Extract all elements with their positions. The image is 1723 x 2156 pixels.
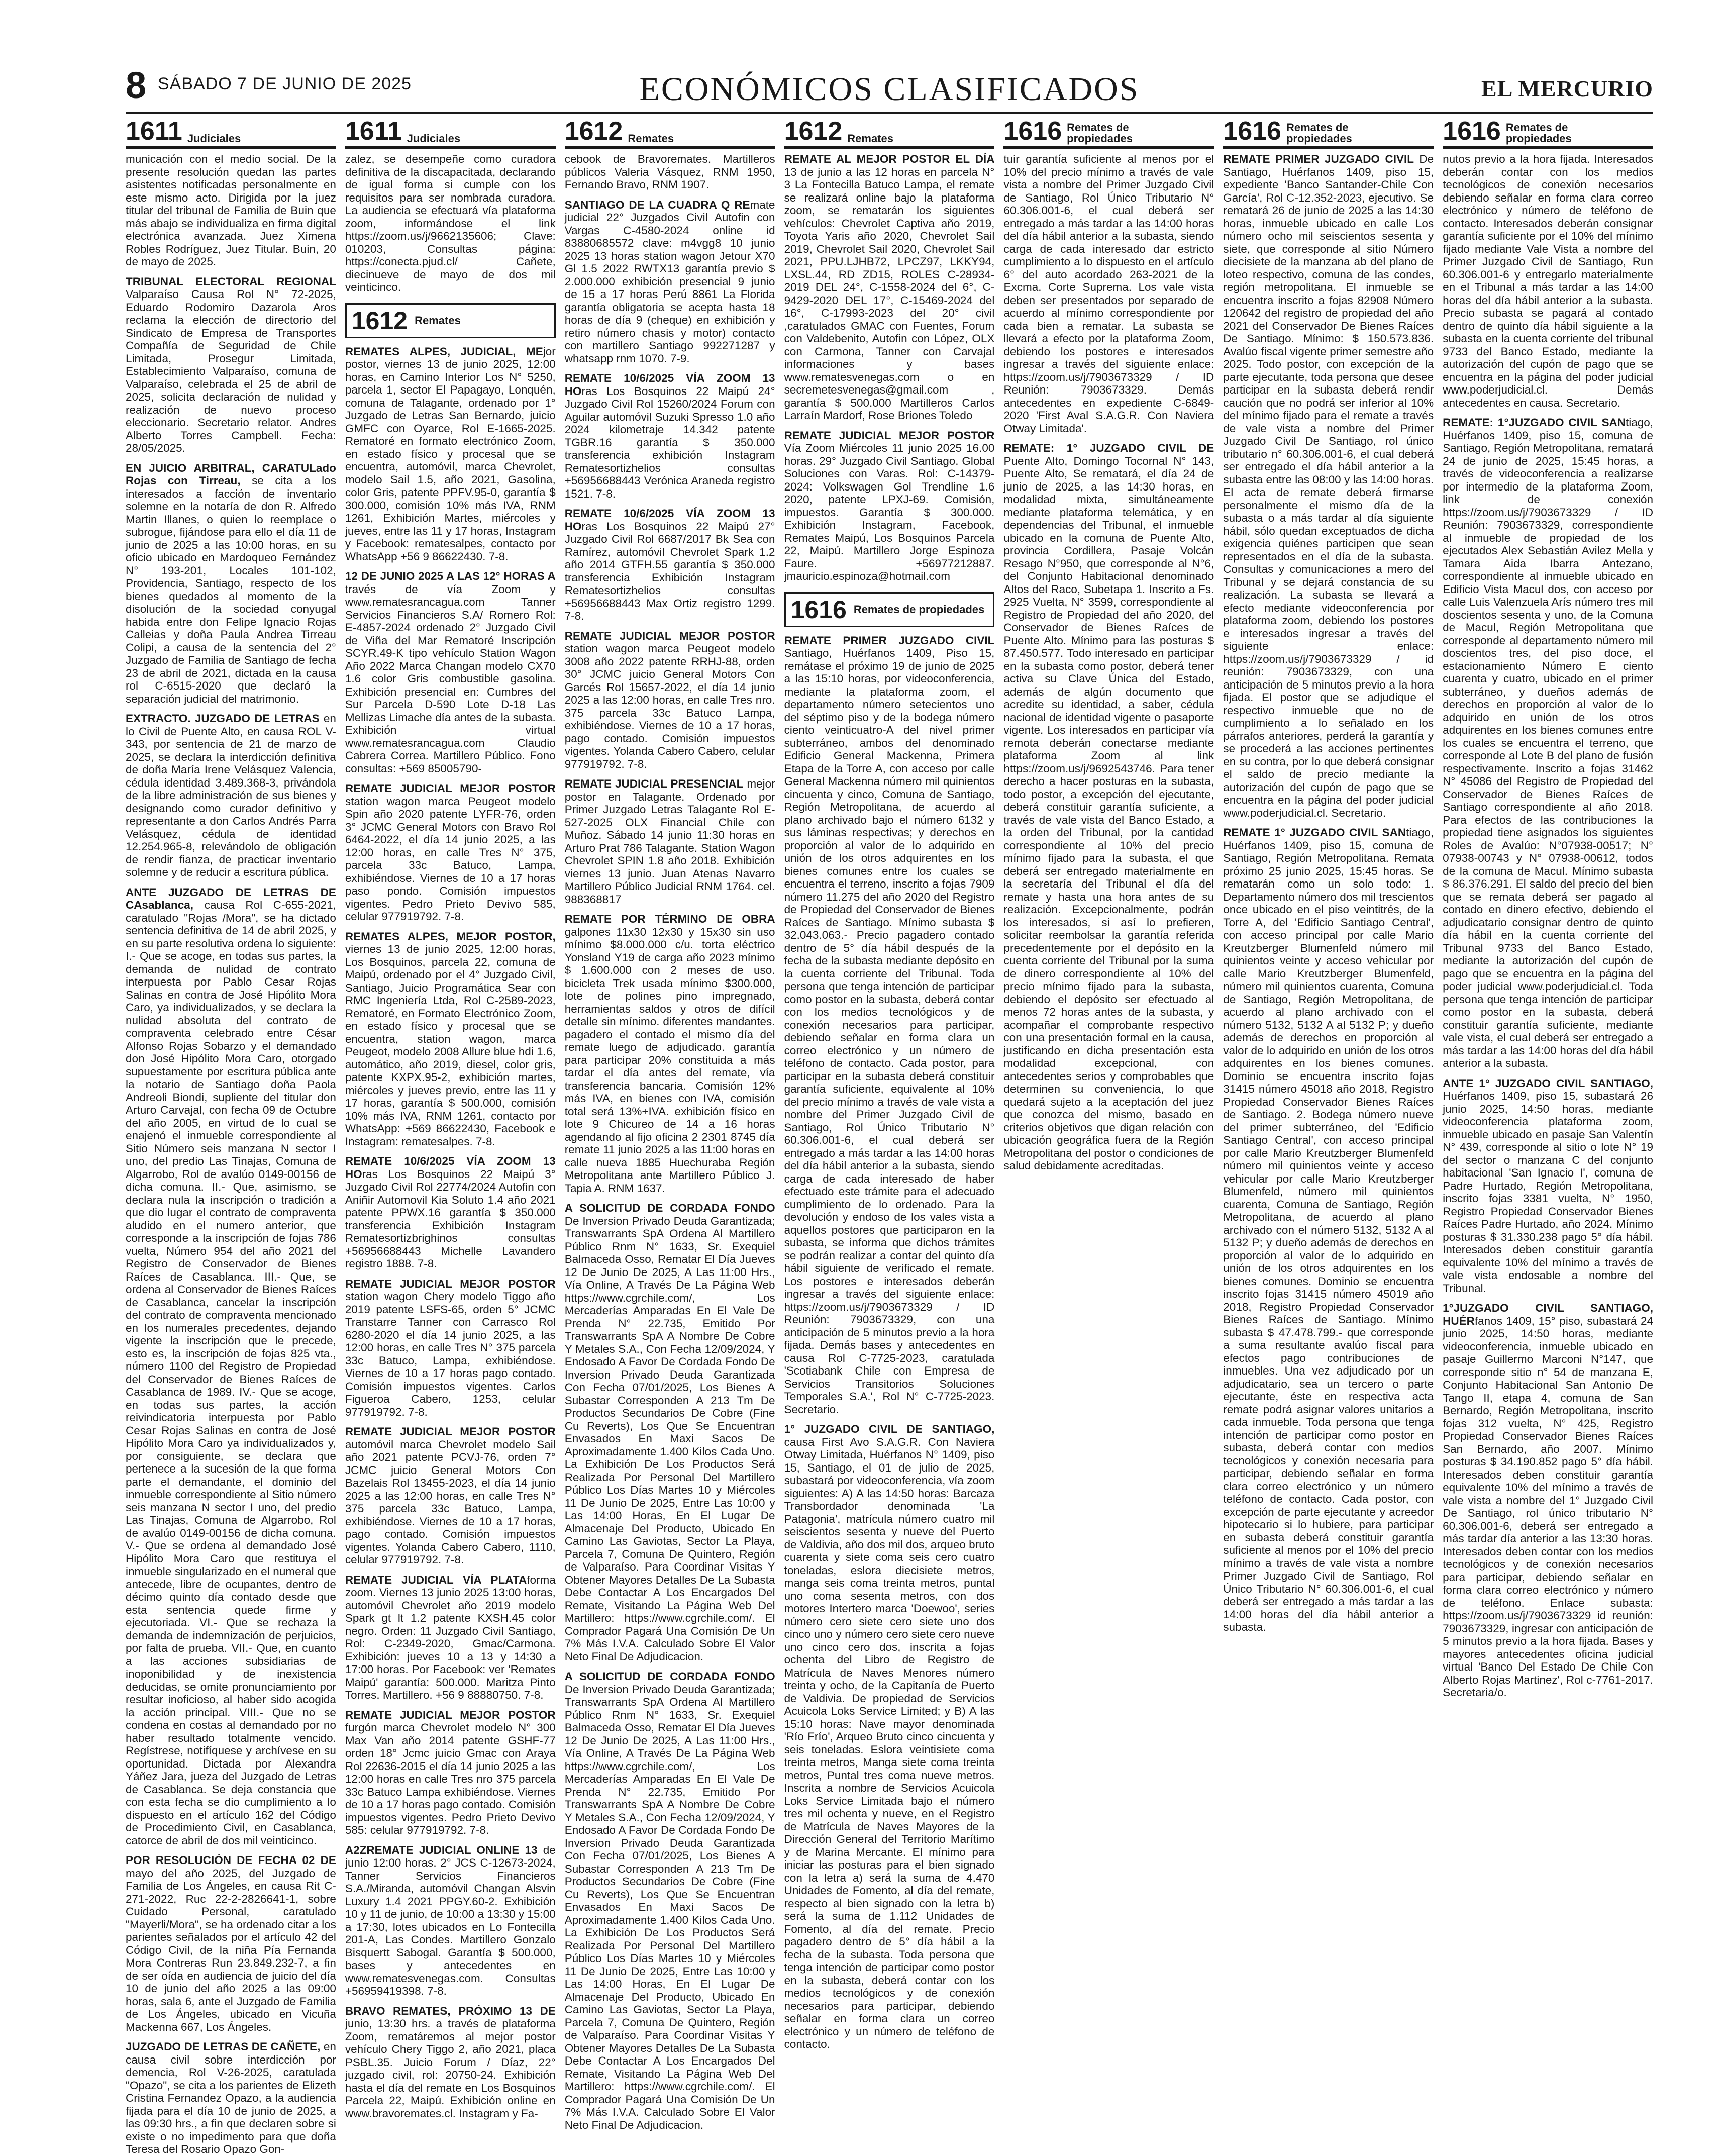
column-1 — [126, 117, 336, 2155]
ad-text: De Inversion Privado Deuda Garantizada; Transwarrants SpA Ordena Al Martillero Público Rnm N° 1633, Sr. Exequiel Balmaceda Osso, Rematar El Día Jueves 12 De Junio De 2025, A Las 11:00 Hrs., Vía Online, A Través De La Página Web https://www.cgrchile.com/, Los Mercaderías Amparadas En El Vale De Prenda N° 22.735, Emitido Por Transwarrants SpA A Nombre De Cobre Y Metales S.A., Con Fecha 12/09/2024, Y Endosado A Favor De Cordada Fondo De Inversion Privado Deuda Garantizada Con Fecha 07/01/2025, Los Bienes A Subastar Corresponden A 213 Tm De Productos Secundarios De Cobre (Fine Cu Reverts), Los Que Se Encuentran Envasados En Maxi Sacos De Aproximadamente 1.400 Kilos Cada Uno. La Exhibición De Los Productos Será Realizada Por Personal Del Martillero Público Los Días Martes 10 y Miércoles 11 De Junio De 2025, Entre Las 10:00 y Las 14:00 Horas, En El Lugar De Almacenaje Del Producto, Ubicado En Camino Las Gaviotas, Sector La Playa, Parcela 7, Comuna De Quintero, Región de Valparaíso. Para Coordinar Visitas Y Obtener Mayores Detalles De La Subasta Debe Contactar A Los Encargados Del Remate, Visitando La Página Web Del Martillero: https://www.cgrchile.com/. El Comprador Pagará Una Comisión De Un 7% Más I.V.A. Calculado Sobre El Valor Neto Final De Adjudicacion. — [564, 1214, 775, 1663]
classified-ad — [1223, 826, 1434, 1634]
ad-text: mejor postor en Talagante. Ordenado por Primer Juzgado Letras Talagante Rol E-527-2025 OLX Financial Chile con Muñoz. Sábado 14 junio 11:30 horas en Arturo Prat 786 Talagante. Station Wagon Chevrolet SPIN 1.8 año 2018. Exhibición viernes 13 junio. Juan Atenas Navarro Martillero Público Judicial RNM 1764. cel. 988368817 — [564, 777, 775, 906]
section-title: ECONÓMICOS CLASIFICADOS — [639, 71, 1140, 108]
section-header-box — [345, 303, 556, 338]
section-label: Judiciales — [187, 132, 241, 145]
ad-lead: EN JUICIO ARBITRAL, CARATULado Rojas con Tirreau, — [126, 461, 336, 487]
section-code: 1616 — [1223, 117, 1281, 146]
classified-ad — [345, 1155, 556, 1270]
ad-text: Santiago, Huérfanos 1409, Piso 15, remátase el próximo 19 de junio de 2025 a las 15:10 horas, por videoconferencia, mediante la plataforma zoom, el departamento número setecientos uno del séptimo piso y de la bodega número ciento veinticuatro-A del nivel primer subterráneo, ambos del denominado Edificio General Mackenna, Primera Etapa de la Torre A, con acceso por calle General Mackenna número mil quinientos cincuenta y cinco, Comuna de Santiago, Región Metropolitana, de acuerdo al plano archivado bajo el número 6132 y sus láminas respectivas; y derechos en proporción al valor de lo adquirido en unión de los otros adquirentes en los bienes comunes entre los cuales se encuentra el terreno, inscrito a fojas 7909 número 11.275 del año 2020 del Registro de Propiedad del Conservador de Bienes Raíces de Santiago. Mínimo subasta $ 32.043.063.- Precio pagadero contado dentro de 5° día hábil después de la fecha de la subasta mediante depósito en la cuenta corriente del Tribunal. Toda persona que tenga intención de participar como postor en la subasta, deberá contar con los medios tecnológicos y de conexión necesarios para participar, debiendo señalar en forma clara un correo electrónico y un número de teléfono de contacto. Cada postor, para participar en la subasta deberá constituir garantía suficiente, equivalente al 10% del precio mínimo a través de vale vista a nombre del Primer Juzgado Civil de Santiago, Rol Único Tributario N° 60.306.001-6, el cual deberá ser entregado a más tardar a las 14:00 horas del día hábil anterior a la subasta, siendo carga de cada interesado de haber efectuado este trámite para el adecuado cumplimiento de lo ordenado. Para la devolución y endoso de los vales vista a aquellos postores que participaron en la subasta, se informa que dichos trámites se podrán realizar a contar del quinto día hábil siguiente de verificado el remate. Los postores e interesados deberán ingresar a través del siguiente enlace: https://zoom.us/j/7903673329 / ID Reunión: 7903673329, con una anticipación de 5 minutos previo a la hora fijada. Demás bases y antecedentes en causa Rol C-7725-2023, caratulada 'Scotiabank Chile con Empresa de Servicios Transitorios Soluciones Temporales S.A.', Rol N° C-7725-2023. Secretario. — [784, 647, 995, 1416]
ad-text: De Santiago, Huérfanos 1409, piso 15, expediente 'Banco Santander-Chile Con García', Rol C-12.352-2023, ejecutivo. Se rematará 26 de junio de 2025 a las 14:30 horas, inmueble ubicado en calle Los número ocho mil seiscientos sesenta y siete, que corresponde al sitio Número diecisiete de la manzana ab del plano de loteo respectivo, comuna de las condes, región metropolitana. El inmueble se encuentra inscrito a fojas 82908 Número 120642 del registro de propiedad del año 2021 del Conservador De Bienes Raíces De Santiago. Mínimo: $ 150.573.836. Avalúo fiscal vigente primer semestre año 2025. Todo postor, con excepción de la parte ejecutante, toda persona que desee participar en la subasta deberá rendir caución que no podrá ser inferior al 10% del mínimo fijado para el remate a través de vale vista a nombre del Primer Juzgado Civil De Santiago, rol único tributario n° 60.306.001-6, el cual deberá ser entregado el día hábil anterior a la subasta entre las 08:00 y las 14:00 horas. El acta de remate deberá firmarse personalmente el mismo día de la subasta o a más tardar al día siguiente hábil, sólo quedan exceptuados de dicha exigencia quiénes participen que sean representados en el día de la subasta. Consultas y comunicaciones a mero del Tribunal y se dejará constancia de su realización. La subasta se llevará a efecto mediante videoconferencia por plataforma zoom, debiendo los postores e interesados ingresar a través del siguiente enlace: https://zoom.us/j/7903673329 / id reunión: 7903673329, con una anticipación de 5 minutos previo a la hora fijada. El postor que se adjudique el respectivo inmueble que no de cumplimiento a lo señalado en los párrafos anteriores, perderá la garantía y se procederá a las acciones pertinentes en su contra, por lo que deberá consignar el saldo de precio mediante la autorización del cupón de pago que se encuentra en la página del poder judicial www.poderjudicial.cl. Secretario. — [1223, 153, 1434, 819]
column-4 — [784, 117, 995, 2050]
ad-text: través de vía Zoom y www.rematesrancagua.com Tanner Servicios Financieros S.A/ Romero Rol: E-4857-2024 ordenado 2° Juzgado Civil de Viña del Mar Rematoré Inscripción SCYR.49-K tipo vehículo Station Wagon Año 2022 Marca Changan modelo CX70 1.6 color Gris combustible gasolina. Exhibición presencial en: Cumbres del Sur Parcela D-590 Lote D-18 Las Mellizas Limache día antes de la subasta. Exhibición virtual www.rematesrancagua.com Claudio Cabrera Correa. Martillero Público. Fono consultas: +569 85005790- — [345, 582, 556, 775]
column-header — [1443, 119, 1653, 149]
ad-lead: ANTE 1° JUZGADO CIVIL SANTIAGO, — [1443, 1076, 1654, 1090]
ad-text: en lo Civil de Puente Alto, en causa ROL V-343, por sentencia de 21 de marzo de 2025, se declara la interdicción definitiva de doña María Irene Velásquez Valencia, cédula identidad 3.489.368-3, privándola de la libre administración de sus bienes y designando como curador definitivo y representante a don Carlos Andrés Parra Velásquez, cédula de identidad 12.254.965-8, relevándolo de obligación de rendir fianza, de practicar inventario solemne y de reducir a escritura pública. — [126, 712, 336, 878]
classified-ad — [565, 372, 775, 500]
classified-ad — [1443, 153, 1653, 409]
section-label: Judiciales — [407, 132, 461, 145]
column-6 — [1223, 119, 1434, 1815]
classified-ad — [565, 199, 775, 365]
ad-lead: REMATE JUDICIAL MEJOR POSTOR — [564, 629, 775, 642]
ad-text: Vía Zoom Miércoles 11 junio 2025 16.00 horas. 29° Juzgado Civil Santiago. Global Soluciones con Varas. Rol: C-14379-2024: Volkswagen Gol Trendline 1.6 2020, patente LPXJ-69. Comisión, impuestos. Garantía $ 300.000. Exhibición Instagram, Facebook, Remates Maipú, Los Bosquinos Parcela 22, Maipú. Martillero Jorge Espinoza Faure. +56977212887. jmauricio.espinoza@hotmail.com — [784, 442, 995, 582]
ad-text: tuir garantía suficiente al menos por el 10% del precio mínimo a través de vale vista a nombre del Primer Juzgado Civil de Santiago, Rol Único Tributario N° 60.306.001-6, el cual deberá ser entregado a más tardar a las 14:00 horas del día hábil anterior a la subasta, siendo carga de cada interesado dar estricto cumplimiento a lo dispuesto en el artículo 6° del auto acordado 263-2021 de la Excma. Corte Suprema. Los vale vista deben ser presentados por separado de acuerdo al mínimo correspondiente por cada bien a rematar. La subasta se llevará a efecto por la plataforma Zoom, debiendo los postores e interesados ingresar a través del siguiente enlace: https://zoom.us/j/7903673329 / ID Reunión: 7903673329. Demás antecedentes en expediente C-6849-2020 'First Aval S.A.G.R. Con Naviera Otway Limitada'. — [1003, 153, 1214, 435]
column-header — [345, 119, 556, 149]
ad-lead: A SOLICITUD DE CORDADA FONDO — [564, 1670, 775, 1683]
classified-ad — [565, 507, 775, 623]
ad-text: ras Los Bosquinos 22 Maipú 3° Juzgado Civil Rol 22774/2024 Autofin con Aniñir Automovil Kia Soluto 1.4 año 2021 patente PPWX.16 garantía $ 350.000 transferencia Exhibición Instagram Rematesortizbrighinos consultas +56956688443 Michelle Lavandero registro 1888. 7-8. — [345, 1167, 556, 1270]
classified-ad — [1003, 153, 1214, 435]
section-label: Remates de propiedades — [1505, 121, 1572, 145]
section-label: Remates de propiedades — [853, 603, 985, 616]
ad-lead: REMATE JUDICIAL MEJOR POSTOR — [345, 782, 556, 795]
ad-text: zalez, se desempeñe como curadora definitiva de la discapacitada, declarando de igual forma si cumple con los requisitos para ser nombrada curadora. La audiencia se efectuará vía plataforma zoom, informándose el link https://zoom.us/j/9662135606; Clave: 010203, Consultas página: https://conecta.pjud.cl/ Cañete, diecinueve de mayo de dos mil veinticinco. — [345, 153, 556, 293]
section-label: Remates de propiedades — [1286, 121, 1352, 145]
section-code: 1612 — [564, 117, 623, 146]
ad-lead: REMATE JUDICIAL MEJOR POSTOR — [784, 429, 995, 442]
ad-lead: POR RESOLUCIÓN DE FECHA 02 DE — [126, 1854, 336, 1867]
classified-ad — [345, 1709, 556, 1837]
ad-lead: JUZGADO DE LETRAS DE CAÑETE, — [126, 2040, 321, 2053]
classified-ad — [126, 2040, 336, 2156]
ad-lead: 1° JUZGADO CIVIL DE SANTIAGO, — [784, 1423, 995, 1435]
section-label: Remates — [628, 132, 674, 145]
ad-text: automóvil marca Chevrolet modelo Sail año 2021 patente PCVJ-76, orden 7° JCMC juicio General Motors Con Bazelais Rol 13455-2023, el día 14 junio 2025 a las 12:00 horas, en calle Tres N° 375 parcela 33c Batuco, Lampa, exhibiéndose. Viernes de 10 a 17 horas, pago contado. Comisión impuestos vigentes. Yolanda Cabero Cabero, 1110, celular 977919792. 7-8. — [345, 1438, 556, 1566]
classified-ad — [126, 712, 336, 879]
page-number: 8 — [126, 64, 147, 106]
column-header — [1003, 119, 1214, 149]
ad-lead: ANTE JUZGADO DE LETRAS DE CAsablanca, — [126, 886, 336, 911]
ad-lead: REMATE 1° JUZGADO CIVIL SAN — [1223, 826, 1406, 839]
section-code: 1611 — [345, 117, 402, 146]
ad-text: jor postor, viernes 13 de junio 2025, 12:00 horas, en Camino Interior Los N° 5250, parcela 1, sector El Papagayo, Lonquén, comuna de Talagante, ordenado por 1° Juzgado de Letras San Bernardo, juicio GMFC con Oyarce, Rol E-1665-2025. Rematoré en formato electrónico Zoom, en estado físico y procesal que se encuentra, automóvil, marca Chevrolet, modelo Sail 1.5, año 2021, Gasolina, color Gris, patente PPFV.95-0, garantía $ 300.000, comisión 10% más IVA, RNM 1261, Exhibición Martes, miércoles y jueves, entre las 11 y 17 horas, Instagram y Facebook: rematesalpes, contacto por WhatsApp +56 9 86622430. 7-8. — [345, 345, 556, 563]
ad-text: tiago, Huérfanos 1409, piso 15, comuna de Santiago, Región Metropolitana, rematará 24 de junio de 2025, 15:45 horas, a través de videoconferencia a realizarse por intermedio de la plataforma Zoom, link de conexión https://zoom.us/j/7903673329 / ID Reunión: 7903673329, correspondiente al inmueble de propiedad de los ejecutados Alex Sebastián Avilez Mella y Tamara Aida Ibarra Antezano, correspondiente al inmueble ubicado en Edificio Vista Macul dos, con acceso por calle Luis Valenzuela Arís número tres mil doscientos sesenta y uno, de la Comuna de Macul, Región Metropolitana que corresponde al departamento número mil doscientos tres, del piso doce, el estacionamiento Número E ciento cuarenta y cuatro, ubicado en el primer subterráneo, y dueños además de derechos en proporción al valor de lo adquirido en unión de los otros adquirentes en los bienes comunes entre los cuales se encuentra el terreno, que corresponde al Lote B del plano de fusión respectivamente. Inscrito a fojas 31462 N° 45086 del Registro de Propiedad del Conservador de Bienes Raíces de Santiago correspondiente al año 2018. Para efectos de las contribuciones la propiedad tiene asignados los siguientes Roles de Avalúo: N°07938-00517; N° 07938-00743 y N° 07938-00612, todos de la comuna de Macul. Mínimo subasta $ 86.376.291. El saldo del precio del bien que se remata deberá ser pagado al contado en dinero efectivo, debiendo el adjudicatario consignar dentro de quinto día hábil en la cuenta corriente del Tribunal 9733 del Banco Estado, mediante la autorización del cupón de pago que se encuentra en la página del poder judicial www.poderjudicial.cl. Toda persona que tenga intención de participar como postor en la subasta, deberá constituir garantía suficiente, mediante vale vista, el cual deberá ser entregado a más tardar a las 14:00 horas del día hábil anterior a la subasta. — [1443, 416, 1654, 1069]
ad-lead: BRAVO REMATES, PRÓXIMO 13 DE — [345, 2004, 556, 2017]
section-header-box — [784, 592, 995, 627]
ad-lead: A2ZREMATE JUDICIAL ONLINE 13 — [345, 1843, 538, 1856]
ad-text: tiago, Huérfanos 1409, piso 15, comuna de Santiago, Región Metropolitana. Remata próximo 25 junio 2025, 15:45 horas. Se rematarán como un solo todo: 1. Departamento número dos mil trescientos once ubicado en el piso veintitrés, de la Torre A, del 'Edificio Santiago Central', con acceso principal por calle Mario Kreutzberger Blumenfeld número mil quinientos veinte y acceso vehicular por calle Mario Kreutzberger Blumenfeld, número mil quinientos cuarenta, Comuna de Santiago, Región Metropolitana, de acuerdo al plano archivado con el número 5132, 5132 A al 5132 P; y dueño además de derechos en proporción al valor de lo adquirido en unión de los otros adquirentes en los bienes comunes. Dominio se encuentra inscrito fojas 31415 número 45018 año 2018, Registro Propiedad Conservador Bienes Raíces de Santiago. 2. Bodega número nueve del primer subterráneo, del 'Edificio Santiago Central', con acceso principal por calle Mario Kreutzberger Blumenfeld número mil quinientos veinte y acceso vehicular por calle Mario Kreutzberger Blumenfeld, número mil quinientos cuarenta, Comuna de Santiago, Región Metropolitana, de acuerdo al plano archivado con el número 5132, 5132 A al 5132 P; y dueño además de derechos en proporción al valor de lo adquirido en unión de los otros adquirentes en los bienes comunes. Dominio se encuentra inscrito fojas 31415 número 45019 año 2018, Registro Propiedad Conservador Bienes Raíces de Santiago. Mínimo subasta $ 47.478.799.- que corresponde a suma resultante avalúo fiscal para efectos pago contribuciones de inmuebles. Una vez adjudicado por un adjudicatario, sea un tercero o parte ejecutante, éste en respectiva acta remate podrá asignar valores unitarios a cada inmueble. Toda persona que tenga intención de participar como postor en subasta, deberá contar con medios tecnológicos y conexión necesaria para participar, debiendo señalar en forma clara correo electrónico y un número teléfono de contacto. Cada postor, con excepción de parte ejecutante y acreedor hipotecario si lo hubiere, para participar en subasta deberá constituir garantía suficiente al menos por el 10% del precio mínimo a través de vale vista a nombre Primer Juzgado Civil de Santiago, Rol Único Tributario N° 60.306.001-6, el cual deberá ser entregado a más tardar a las 14:00 horas del día hábil anterior a subasta. — [1223, 826, 1434, 1633]
ad-lead: EXTRACTO. JUZGADO DE LETRAS — [126, 712, 320, 725]
ad-text: causa Rol C-655-2021, caratulado "Rojas /Mora", se ha dictado sentencia definitiva de 14 de abril 2025, y en su parte resolutiva ordena lo siguiente: I.- Que se acoge, en todas sus partes, la demanda de nulidad de contrato interpuesta por Pablo Cesar Rojas Salinas en contra de José Hipólito Mora Caro, ya individualizados, y se declara la nulidad absoluta del contrato de compraventa celebrado entre César Alfonso Rojas Sobarzo y el demandado don José Hipólito Mora Caro, otorgado supuestamente por escritura pública ante la notario de Santiago doña Paola Andreoli Biondi, supliente del titular don Arturo Carvajal, con fecha 09 de Octubre del año 2005, en virtud de lo cual se enajenó el inmueble correspondiente al Sitio Número seis manzana N sector I uno, del predio Las Tinajas, Comuna de Algarrobo, Rol de avalúo 0149-00156 de dicha comuna. II.- Que, asimismo, se declara nula la inscripción o tradición a que dio lugar el contrato de compraventa aludido en el numero anterior, que corresponde a la inscripción de fojas 786 vuelta, Número 954 del año 2021 del Registro de Conservador de Bienes Raíces de Casablanca. III.- Que, se ordena al Conservador de Bienes Raíces de Casablanca, cancelar la inscripción del contrato de compraventa mencionado en los numerales precedentes, dejando vigente la inscripción que le precede, esto es, la inscripción de fojas 825 vta., número 1100 del Registro de Propiedad del Conservador de Bienes Raíces de Casablanca de 1989. IV.- Que se acoge, en todas sus partes, la acción reivindicatoria interpuesta por Pablo Cesar Rojas Salinas en contra de José Hipólito Mora Caro ya individualizados y, por consiguiente, se declara que pertenece a la sucesión de la que forma parte el demandante, el dominio del inmueble correspondiente al Sitio número seis manzana N sector I uno, del predio Las Tinajas, Comuna de Algarrobo, Rol de avalúo 0149-00156 de dicha comuna. V.- Que se ordena al demandado José Hipólito Mora Caro que restituya el inmueble singularizado en el numeral que antecede, libre de ocupantes, dentro de décimo quinto día contado desde que esta sentencia quede firme y ejecutoriada. VI.- Que se rechaza la demanda de indemnización de perjuicios, por falta de prueba. VII.- Que, en cuanto a las acciones subsidiarias de inoponibilidad y de inexistencia deducidas, se omite pronunciamiento por resultar inoficioso, al haber sido acogida la acción principal. VIII.- Que no se condena en costas al demandado por no haber resultado totalmente vencido. Regístrese, notifíquese y archívese en su oportunidad. Dictada por Alexandra Yáñez Jara, jueza del Juzgado de Letras de Casablanca. Se deja constancia que con esta fecha se dio cumplimiento a lo dispuesto en el artículo 162 del Código de Procedimiento Civil, en Casablanca, catorce de abril de dos mil veinticinco. — [126, 899, 336, 1847]
ad-text: forma zoom. Viernes 13 junio 2025 13:00 horas, automóvil Chevrolet año 2019 modelo Spark gt lt 1.2 patente KXSH.45 color negro. Orden: 11 Juzgado Civil Santiago, Rol: C-2349-2020, Gmac/Carmona. Exhibición: jueves 10 a 13 y 14:30 a 17:00 horas. Por Facebook: ver 'Remates Maipú' garantía: 500.000. Maritza Pinto Torres. Martillero. +56 9 88880750. 7-8. — [345, 1573, 556, 1701]
classified-ad — [784, 429, 995, 583]
ad-text: fanos 1409, 15° piso, subastará 24 junio 2025, 14:50 horas, mediante videoconferencia, inmueble ubicado en pasaje Guillermo Marconi N°147, que corresponde sitio n° 54 de manzana E, Conjunto Habitacional San Antonio De Tango II, etapa 4, comuna de San Bernardo, Región Metropolitana, inscrito fojas 312 vuelta, N° 425, Registro Propiedad Conservador Bienes Raíces San Bernardo, año 2007. Mínimo posturas $ 34.190.852 pago 5° día hábil. Interesados deben constituir garantía equivalente 10% del mínimo a través de vale vista a nombre del 1° Juzgado Civil De Santiago, rol único tributario N° 60.306.001-6, deberá ser entregado a más tardar día anterior a las 13:30 horas. Interesados deben contar con los medios tecnológicos y de conexión necesarios para participar, debiendo señalar en forma clara correo electrónico y número de teléfono. Enlace subasta: https://zoom.us/j/7903673329 id reunión: 7903673329, ingresar con anticipación de 5 minutos previo a la hora fijada. Bases y mayores antecedentes oficina judicial virtual 'Banco Del Estado De Chile Con Alberto Rojas Martinez', Rol c-7761-2017. Secretaria/o. — [1443, 1314, 1654, 1699]
classified-ad — [1443, 416, 1653, 1070]
classified-ad — [345, 1425, 556, 1566]
ad-lead: REMATE 10/6/2025 VÍA ZOOM 13 HO — [564, 507, 775, 533]
ad-text: de junio 12:00 horas. 2° JCS C-12673-2024, Tanner Servicios Financieros S.A./Miranda, automóvil Changan Alsvin Luxury 1.4 2021 PPGY.60-2. Exhibición 10 y 11 de junio, de 10:00 a 13:30 y 15:00 a 17:30, lotes ubicados en Lo Fontecilla 201-A, Las Condes. Martillero Gonzalo Bisquertt Sabogal. Garantía $ 500.000, bases y antecedentes en www.rematesvenegas.com. Consultas +56959419398. 7-8. — [345, 1843, 556, 1997]
column-header — [784, 119, 995, 149]
section-code: 1616 — [1003, 117, 1062, 146]
column-7 — [1443, 119, 1653, 1815]
ad-text: viernes 13 de junio 2025, 12:00 horas, Los Bosquinos, parcela 22, comuna de Maipú, ordenado por el 4° Juzgado Civil, Santiago, Juicio Programática Sear con RMC Ingeniería Ltda, Rol C-2589-2023, Rematoré, en Formato Electrónico Zoom, en estado físico y procesal que se encuentra, station wagon, marca Peugeot, modelo 2008 Allure blue hdi 1.6, automático, año 2019, diesel, color gris, patente KXPX.95-2, exhibición martes, miércoles y jueves previo, entre las 11 y 17 horas, garantía $ 500.000, comisión 10% más IVA, RNM 1261, contacto por WhatsApp: +569 86622430, Facebook e Instagram: rematesalpes. 7-8. — [345, 943, 556, 1148]
classified-ad — [345, 782, 556, 923]
classified-ad — [565, 777, 775, 906]
ad-text: De Inversion Privado Deuda Garantizada; Transwarrants SpA Ordena Al Martillero Público Rnm N° 1633, Sr. Exequiel Balmaceda Osso, Rematar El Día Jueves 12 De Junio De 2025, A Las 11:00 Hrs., Vía Online, A Través De La Página Web https://www.cgrchile.com/, Los Mercaderías Amparadas En El Vale De Prenda N° 22.735, Emitido Por Transwarrants SpA A Nombre De Cobre Y Metales S.A., Con Fecha 12/09/2024, Y Endosado A Favor De Cordada Fondo De Inversion Privado Deuda Garantizada Con Fecha 07/01/2025, Los Bienes A Subastar Corresponden A 213 Tm De Productos Secundarios De Cobre (Fine Cu Reverts), Los Que Se Encuentran Envasados En Maxi Sacos De Aproximadamente 1.400 Kilos Cada Uno. La Exhibición De Los Productos Será Realizada Por Personal Del Martillero Público Los Días Martes 10 y Miércoles 11 De Junio De 2025, Entre Las 10:00 y Las 14:00 Horas, En El Lugar De Almacenaje Del Producto, Ubicado En Camino Las Gaviotas, Sector La Playa, Parcela 7, Comuna De Quintero, Región de Valparaíso. Para Coordinar Visitas Y Obtener Mayores Detalles De La Subasta Debe Contactar A Los Encargados Del Remate, Visitando La Página Web Del Martillero: https://www.cgrchile.com/. El Comprador Pagará Una Comisión De Un 7% Más I.V.A. Calculado Sobre El Valor Neto Final De Adjudicacion. — [564, 1683, 775, 2131]
section-code: 1611 — [126, 117, 182, 146]
masthead-rule — [126, 112, 1653, 114]
ad-text: galpones 11x30 12x30 y 15x30 sin uso mínimo $8.000.000 c/u. torta eléctrico Yonsland Y19 de carga año 2023 mínimo $ 1.600.000 con 2 meses de uso. bicicleta Trek usada mínimo $300.000, lote de polines pino impregnado, herramientas saldos y otros de difícil detalle sin mínimo. diferentes mandantes. pagadero el contado el mismo día del remate luego de adjudicado. garantía para participar 20% constituida a más tardar el día antes del remate, vía transferencia bancaria. Comisión 12% más IVA, en bienes con IVA, comisión total será 13%+IVA. exhibición físico en lote 9 Chicureo de 14 a 16 horas agendando al fijo oficina 2 2301 8745 día remate 11 junio 2025 a las 11:00 horas en calle nueva 1885 Huechuraba Región Metropolitana ante Martillero Público J. Tapia A. RNM 1637. — [564, 925, 775, 1195]
ad-lead: A SOLICITUD DE CORDADA FONDO — [564, 1202, 775, 1214]
classified-ad — [565, 630, 775, 771]
ad-lead: REMATE 10/6/2025 VÍA ZOOM 13 HO — [345, 1155, 556, 1181]
classified-ad — [126, 462, 336, 706]
ad-text: station wagon marca Peugeot modelo Spin año 2020 patente LYFR-76, orden 3° JCMC General Motors con Bravo Rol 6464-2022, el día 14 junio 2025, a las 12:00 horas, en calle Tres N° 375, parcela 33c Batuco, Lampa, exhibiéndose. Viernes de 10 a 17 horas paso pondo. Comisión impuestos vigentes. Pedro Prieto Devivo 585, celular 977919792. 7-8. — [345, 795, 556, 923]
issue-date: SÁBADO 7 DE JUNIO DE 2025 — [158, 74, 412, 93]
section-code: 1616 — [1443, 117, 1501, 146]
ad-text: mayo del año 2025, del Juzgado de Familia de Los Ángeles, en causa Rit C-271-2022, Ruc 22-2-2826641-1, sobre Cuidado Personal, caratulado "Mayerli/Mora", se ha ordenado citar a los parientes señalados por el artículo 42 del Código Civil, de la niña Pía Fernanda Mora Contreras Run 23.849.232-7, a fin de ser oída en audiencia de juicio del día 10 de junio del año 2025 a las 09:00 horas, sala 6, ante el Juzgado de Familia de Los Ángeles, ubicado en Vicuña Mackenna 667, Los Ángeles. — [126, 1867, 336, 2033]
ad-text: Puente Alto, Domingo Tocornal N° 143, Puente Alto, Se rematará, el día 24 de junio de 2025, a las 14:30 horas, en modalidad mixta, simultáneamente mediante plataforma telemática, y en dependencias del Tribunal, el inmueble ubicado en la comuna de Puente Alto, provincia Cordillera, Pasaje Volcán Resago N°950, que corresponde al N°6, del Conjunto Habitacional denominado Altos del Raco, Subetapa 1. Inscrito a Fs. 2925 Vuelta, N° 3599, correspondiente al Registro de Propiedad del año 2020, del Conservador de Bienes Raíces de Puente Alto. Mínimo para las posturas $ 87.450.577. Todo interesado en participar en la subasta como postor, deberá tener activa su Clave Única del Estado, además de algún documento que acredite su identidad, a saber, cédula nacional de identidad vigente o pasaporte vigente. Los interesados en participar vía remota deberán conectarse mediante plataforma Zoom al link https://zoom.us/j/9692543746. Para tener derecho a hacer posturas en la subasta, todo postor, a excepción del ejecutante, deberá constituir garantía suficiente, a través de vale vista del Banco Estado, a la orden del Tribunal, por la cantidad correspondiente al 10% del precio mínimo fijado para la subasta, el que deberá ser entregado materialmente en la secretaría del Tribunal el día del remate y hasta una hora antes de su realización. Excepcionalmente, podrán los interesados, si así lo prefieren, solicitar reembolsar la garantía referida precedentemente por el depósito en la cuenta corriente del Tribunal por la suma de dinero correspondiente al 10% del precio mínimo fijado para la subasta, debiendo el depósito ser efectuado al menos 72 horas antes de la subasta, y acompañar el comprobante respectivo con una presentación formal en la causa, justificando en dicha presentación esta modalidad excepcional, con antecedentes serios y comprobables que determinen su conveniencia, lo que quedará sujeto a la aceptación del juez que conozca del mismo, basado en criterios objetivos que digan relación con ubicación geográfica fuera de la Región Metropolitana del postor o condiciones de salud debidamente acreditadas. — [1003, 454, 1214, 1172]
classified-ad — [784, 153, 995, 422]
ad-lead: TRIBUNAL ELECTORAL REGIONAL — [126, 275, 336, 288]
section-label: Remates de propiedades — [1067, 121, 1133, 145]
classified-ad — [345, 570, 556, 775]
masthead — [126, 60, 1653, 116]
classified-ad — [345, 1574, 556, 1702]
column-header — [1223, 119, 1434, 149]
classified-ad — [565, 1670, 775, 2131]
section-code: 1612 — [784, 117, 843, 146]
classified-ad — [1003, 442, 1214, 1172]
ad-lead: REMATES ALPES, MEJOR POSTOR, — [345, 930, 556, 943]
classified-ad — [565, 1202, 775, 1663]
column-3 — [564, 117, 775, 2131]
ad-text: nutos previo a la hora fijada. Interesados deberán contar con los medios tecnológicos de conexión necesarios debiendo señalar en forma clara correo electrónico y número de teléfono de contacto. Interesados deberán consignar garantía suficiente por el 10% del mínimo fijado mediante Vale Vista a nombre del Primer Juzgado Civil de Santiago, Run 60.306.001-6 y entregarlo materialmente en el Tribunal a más tardar a las 14:00 horas del día hábil anterior a la subasta. Precio subasta se pagará al contado dentro de quinto día hábil siguiente a la subasta en la cuenta corriente del tribunal 9733 del Banco Estado, mediante la autorización del cupón de pago que se encuentra en la página del poder judicial www.poderjudicial.cl. Demás antecedentes en causa. Secretario. — [1443, 153, 1654, 409]
classified-ad — [345, 153, 556, 294]
ad-text: municación con el medio social. De la presente resolución quedan las partes asistentes notificadas personalmente en este mismo acto. Dirigida por la juez titular del tribunal de Familia de Buin que más abajo se individualiza en firma digital electrónica avanzada. Juez Ximena Robles Rodríguez, Juez Titular. Buin, 20 de mayo de 2025. — [126, 153, 336, 268]
column-5 — [1003, 119, 1214, 1815]
classified-ad — [126, 1854, 336, 2033]
ad-lead: REMATE PRIMER JUZGADO CIVIL — [784, 634, 995, 647]
ad-text: cebook de Bravoremates. Martilleros públicos Valeria Vásquez, RNM 1950, Fernando Bravo, RNM 1907. — [564, 153, 775, 191]
classified-ad — [345, 1844, 556, 1998]
classified-ad — [345, 345, 556, 563]
ad-text: causa First Avo S.A.G.R. Con Naviera Otway Limitada, Huérfanos N° 1409, piso 15, Santiago, el 01 de julio de 2025, subastará por videoconferencia, vía zoom siguientes: A) A las 14:50 horas: Barcaza Transbordador denominada 'La Patagonia', matrícula número cuatro mil seiscientos sesenta y nueve del Puerto de Valdivia, año dos mil dos, arqueo bruto cuarenta y siete coma seis cero cuatro toneladas, eslora diecisiete metros, manga seis coma treinta metros, puntal uno coma sesenta metros, con dos motores Intertero marca 'Doewoo', series número cero siete cero siete uno dos cinco uno y número cero siete cero nueve uno cinco cero dos, inscrita a fojas ochenta del Libro de Registro de Matrícula de Naves Menores número treinta y ocho, de la Capitanía de Puerto de Valdivia. De propiedad de Servicios Acuicola Loks Service Limited; y B) A las 15:10 horas: Nave mayor denominada 'Río Frío', Arqueo Bruto cinco cincuenta y seis toneladas. Eslora veintisiete coma treinta metros, Manga siete coma treinta metros, Puntal tres coma nueve metros. Inscrita a nombre de Servicios Acuicola Loks Service Limitada bajo el número tres mil ochenta y nueve, en el Registro de Matrícula de Naves Mayores de la Dirección General del Territorio Marítimo y de Marina Mercante. El mínimo para iniciar las posturas para el bien signado con la letra a) será la suma de 4.470 Unidades de Fomento, al día del remate, respecto al bien signado con la letra b) será la suma de 1.112 Unidades de Fomento, al día del remate. Precio pagadero dentro de 5° día hábil a la fecha de la subasta. Toda persona que tenga intención de participar como postor en la subasta, deberá contar con los medios tecnológicos y de conexión necesarios para participar, debiendo señalar en forma clara un correo electrónico y un número de teléfono de contacto. — [784, 1435, 995, 2050]
ad-lead: REMATE POR TÉRMINO DE OBRA — [564, 913, 775, 925]
classified-ad — [126, 275, 336, 455]
ad-lead: 12 DE JUNIO 2025 A LAS 12° HORAS A — [345, 570, 556, 582]
classified-ad — [784, 634, 995, 1416]
ad-lead: REMATE AL MEJOR POSTOR EL DÍA — [784, 153, 995, 165]
ad-lead: 1°JUZGADO CIVIL SANTIAGO, HUÉR — [1443, 1302, 1654, 1327]
section-code: 1616 — [790, 595, 847, 624]
classified-ad — [784, 1423, 995, 2051]
ad-lead: REMATE JUDICIAL MEJOR POSTOR — [345, 1425, 556, 1438]
classified-ad — [1223, 153, 1434, 819]
ad-text: furgón marca Chevrolet modelo N° 300 Max Van año 2014 patente GSHF-77 orden 18° Jcmc juicio Gmac con Araya Rol 22636-2015 el día 14 junio 2025 a las 12:00 horas en calle Tres nro 375 parcela 33c Batuco Lampa exhibiéndose. Viernes de 10 a 17 horas pago contado. Comisión impuestos vigentes. Pedro Prieto Devivo 585: celular 977919792. 7-8. — [345, 1721, 556, 1836]
classified-ad — [126, 886, 336, 1847]
ad-lead: REMATE JUDICIAL MEJOR POSTOR — [345, 1277, 556, 1290]
ad-text: Huérfanos 1409, piso 15, subastará 26 junio 2025, 14:50 horas, mediante videoconferencia plataforma zoom, inmueble ubicado en pasaje San Valentín N° 439, corresponde al sitio o lote N° 19 del sector o manzana C del conjunto habitacional 'San Ignacio I', comuna de Padre Hurtado, Región Metropolitana, inscrito fojas 3381 vuelta, N° 1950, Registro Propiedad Conservador Bienes Raíces Padre Hurtado, año 2024. Mínimo posturas $ 31.330.238 pago 5° día hábil. Interesados deben constituir garantía equivalente 10% del mínimo a través de vale vista endosable a nombre del Tribunal. — [1443, 1090, 1654, 1295]
classified-ad — [345, 1278, 556, 1419]
ad-text: se cita a los interesados a facción de inventario solemne en la notaría de don R. Alfredo Martin Illanes, o quien lo reemplace o subrogue, fijándose para ello el día 11 de junio de 2025 a las 10:00 horas, en su oficio ubicado en Mardoqueo Fernández N° 193-201, Locales 101-102, Providencia, Santiago, respecto de los bienes quedados al momento de la disolución de la sociedad conyugal habida entre don Felipe Ignacio Rojas Calleias y doña Paula Andrea Tirreau Colipi, a causa de la sentencia del 2° Juzgado de Familia de Santiago de fecha 23 de abril de 2021, dictada en la causa rol C-6515-2020 que declaró la separación judicial del matrimonio. — [126, 474, 336, 705]
classifieds-columns — [126, 117, 1654, 2155]
ad-text: en causa civil sobre interdicción por demencia, Rol V-26-2025, caratulada "Opazo", se cita a los parientes de Elizeth Cristina Fernandez Opazo, a la audiencia fijada para el día 10 de junio de 2025, a las 09:30 hrs., a fin que declaren sobre si existe o no impedimento para que doña Teresa del Rosario Opazo Gon- — [126, 2040, 336, 2155]
classified-ad — [565, 153, 775, 191]
ad-lead: REMATE: 1° JUZGADO CIVIL DE — [1003, 442, 1214, 454]
section-label: Remates — [415, 314, 461, 327]
ad-text: junio, 13:30 hrs. a través de plataforma Zoom, rematáremos al mejor postor vehículo Chery Tiggo 2, año 2021, placa PSBL.35. Juicio Forum / Díaz, 22° juzgado civil, rol: 20750-24. Exhibición hasta el día del remate en Los Bosquinos Parcela 22, Maipú. Exhibición online en www.bravoremates.cl. Instagram y Fa- — [345, 2017, 556, 2120]
ad-lead: REMATE 10/6/2025 VÍA ZOOM 13 HO — [564, 372, 775, 398]
classified-ad — [565, 913, 775, 1195]
column-header — [565, 119, 775, 149]
ad-lead: REMATE JUDICIAL VÍA PLATA — [345, 1573, 527, 1586]
section-label: Remates — [847, 132, 893, 145]
classified-ad — [345, 2005, 556, 2120]
ad-text: Valparaíso Causa Rol N° 72-2025, Eduardo Rodomiro Dazarola Aros reclama la elección de directorio del Sindicato de Empresa de Transportes Compañía de Seguridad de Chile Limitada, Prosegur Limitada, Establecimiento Valparaíso, comuna de Valparaíso, celebrada el 25 de abril de 2025, solicita declaración de nulidad y realización de nuevo proceso eleccionario. Secretario relator. Andres Alberto Torres Campbell. Fecha: 28/05/2025. — [126, 288, 336, 454]
column-header — [126, 119, 336, 149]
newspaper-logo: EL MERCURIO — [1481, 76, 1653, 102]
classified-ad — [1443, 1302, 1653, 1699]
ad-lead: REMATES ALPES, JUDICIAL, ME — [345, 345, 543, 358]
classified-ad — [1443, 1077, 1653, 1295]
classified-ad — [126, 153, 336, 268]
ad-lead: SANTIAGO DE LA CUADRA Q RE — [564, 198, 750, 211]
column-2 — [345, 117, 556, 2120]
ad-text: station wagon Chery modelo Tiggo año 2019 patente LSFS-65, orden 5° JCMC Transtarre Tanner con Carrasco Rol 6280-2020 el día 14 junio 2025, a las 12:00 horas, en calle Tres N° 375 parcela 33c Batuco, Lampa, exhibiéndose. Viernes de 10 a 17 horas pago contado. Comisión impuestos vigentes. Carlos Figueroa Cabero, 1253, celular 977919792. 7-8. — [345, 1290, 556, 1418]
ad-text: 13 de junio a las 12 horas en parcela N° 3 La Fontecilla Batuco Lampa, el remate se realizará online bajo la plataforma zoom, se rematarán los siguientes vehículos: Chevrolet Captiva año 2019, Toyota Yaris año 2020, Chevrolet Sail 2019, Chevrolet Sail 2020, Chevrolet Sail 2021, PPU.LJHB72, LPCZ97, LKKY94, LXSL.44, RD ZD15, ROLES C-28934-2019 DEL 24°, C-1558-2024 del 6°, C-9429-2020 DEL 17°, C-15469-2024 del 16°, C-17993-2023 del 20° civil ,caratulados GMAC con Fuentes, Forum con Valdebenito, Autofin con López, OLX con Carmona, Tanner con Carvajal informaciones y bases www.rematesvenegas.com o en secremetesvenegas@gmail.com , garantía $ 500.000 Martilleros Carlos Larraín Mardorf, Rose Briones Toledo — [784, 165, 995, 422]
ad-text: ras Los Bosquinos 22 Maipú 27° Juzgado Civil Rol 6687/2017 Bk Sea con Ramírez, automóvil Chevrolet Spark 1.2 año 2014 GTFH.55 garantía $ 350.000 transferencia Exhibición Instagram Rematesortizhelios consultas +56956688443 Max Ortiz registro 1299. 7-8. — [564, 520, 775, 622]
ad-lead: REMATE JUDICIAL PRESENCIAL — [564, 777, 744, 790]
section-code: 1612 — [351, 306, 408, 335]
ad-lead: REMATE JUDICIAL MEJOR POSTOR — [345, 1708, 556, 1721]
classified-ad — [345, 930, 556, 1148]
ad-lead: REMATE PRIMER JUZGADO CIVIL — [1223, 153, 1414, 165]
ad-text: station wagon marca Peugeot modelo 3008 año 2022 patente RRHJ-88, orden 30° JCMC juicio General Motors Con Garcés Rol 15657-2022, el día 14 junio 2025 a las 12:00 horas, en calle Tres nro. 375 parcela 33c Batuco Lampa, exhibiéndose. Viernes de 10 a 17 horas, pago contado. Comisión impuestos vigentes. Yolanda Cabero Cabero, celular 977919792. 7-8. — [564, 642, 775, 770]
ad-text: ras Los Bosquinos 22 Maipú 24° Juzgado Civil Rol 15260/2024 Forum con Aguilar automóvil Suzuki Spresso 1.0 año 2024 kilometraje 14.342 patente TGBR.16 garantía $ 350.000 transferencia exhibición Instagram Rematesortizhelios consultas +56956688443 Verónica Araneda registro 1521. 7-8. — [564, 384, 775, 500]
ad-lead: REMATE: 1°JUZGADO CIVIL SAN — [1443, 416, 1626, 429]
ad-text: mate judicial 22° Juzgados Civil Autofin con Vargas C-4580-2024 online id 83880685572 clave: m4vgg8 10 junio 2025 13 horas station wagon Jetour X70 Gl 1.5 2022 RWTX13 garantía previo $ 2.000.000 exhibición presencial 9 junio de 15 a 17 horas Perú 8861 La Florida garantía obligatoria se acepta hasta 18 horas de día 9 (cheque) en exhibición y retiro número chasis y motor) contacto con martillero Santiago 992271287 y whatsapp rnm 1070. 7-9. — [564, 198, 775, 365]
